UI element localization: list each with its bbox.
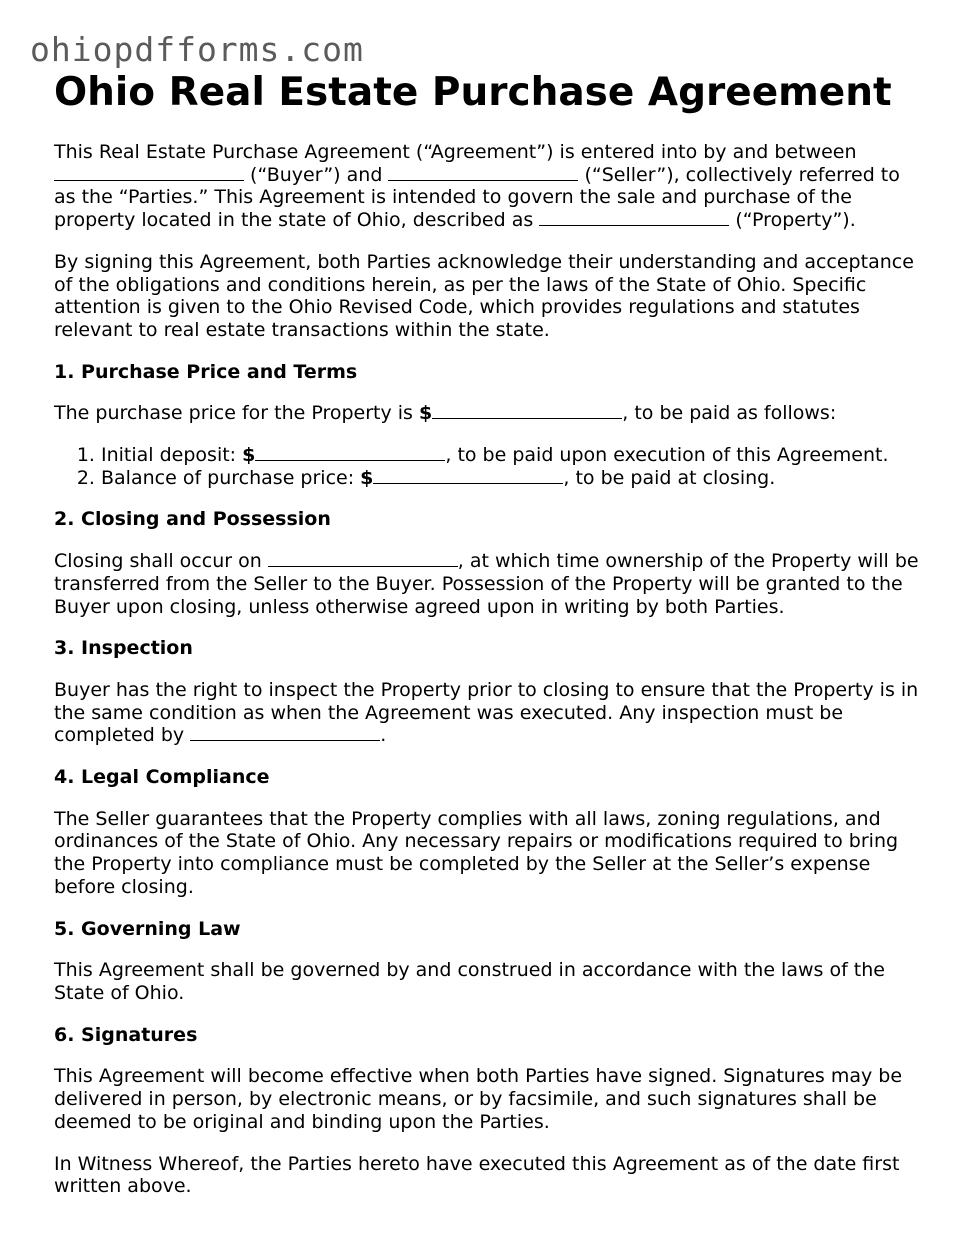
section-4-paragraph: The Seller guarantees that the Property complies with all laws, zoning regulations, and ordinances of the State of Ohio. Any necessary repairs or modifications required to bring the Property into compliance must be completed by the Seller at the Seller’s expense before closing.: [54, 807, 899, 898]
property-description-blank[interactable]: [539, 209, 729, 226]
section-3-heading: 3. Inspection: [54, 637, 193, 660]
section-3-paragraph: [54, 679, 924, 747]
acknowledgement-paragraph: By signing this Agreement, both Parties acknowledge their understanding and acceptance of the obligations and conditions herein, as per the laws of the State of Ohio. Specific attention is given to the Ohio Revised Code, which provides regulations and statutes relevant to real estate transactions within the state.: [54, 250, 914, 341]
payment-terms-list: [54, 444, 924, 489]
list-item: [101, 467, 924, 490]
seller-name-blank[interactable]: [388, 164, 578, 181]
buyer-name-blank[interactable]: [54, 164, 244, 181]
initial-deposit-label: Initial deposit:: [101, 444, 237, 467]
section-3-text-before: Buyer has the right to inspect the Property prior to closing to ensure that the Property is in the same condition as when the Agreement was executed. Any inspection must be completed by: [54, 678, 919, 747]
inspection-date-blank[interactable]: [190, 724, 380, 741]
initial-deposit-blank[interactable]: [255, 444, 445, 461]
dollar-sign: $: [242, 444, 256, 467]
intro-text-4: (“Property”).: [735, 209, 856, 232]
document-page: [54, 70, 924, 1198]
section-1-text-before: The purchase price for the Property is: [54, 402, 413, 425]
list-item: [101, 444, 924, 467]
dollar-sign: $: [419, 402, 433, 425]
balance-blank[interactable]: [373, 467, 563, 484]
dollar-sign: $: [360, 466, 374, 489]
balance-tail: , to be paid at closing.: [563, 466, 776, 489]
section-4-heading: 4. Legal Compliance: [54, 766, 270, 789]
section-3-text-after: .: [380, 724, 387, 747]
section-5-heading: 5. Governing Law: [54, 917, 241, 940]
intro-paragraph: [54, 141, 924, 232]
section-2-text-after: , at which time ownership of the Property will be transferred from the Seller to the Buyer. Possession of the Property will be granted to the Buyer upon closing, unless otherwise agreed upon in writing by both Parties.: [54, 550, 919, 618]
initial-deposit-tail: , to be paid upon execution of this Agreement.: [445, 444, 889, 467]
section-1-paragraph: [54, 402, 924, 425]
watermark-text: ohiopdfforms.com: [30, 30, 364, 69]
section-2-text-before: Closing shall occur on: [54, 550, 262, 573]
document-title: Ohio Real Estate Purchase Agreement: [54, 70, 892, 115]
witness-paragraph: In Witness Whereof, the Parties hereto have executed this Agreement as of the date first written above.: [54, 1152, 900, 1198]
section-6-paragraph: This Agreement will become effective when both Parties have signed. Signatures may be delivered in person, by electronic means, or by facsimile, and such signatures shall be deemed to be original and binding upon the Parties.: [54, 1065, 903, 1133]
intro-text-2: (“Buyer”) and: [250, 163, 383, 186]
section-2-heading: 2. Closing and Possession: [54, 508, 331, 531]
section-1-heading: 1. Purchase Price and Terms: [54, 360, 358, 383]
balance-label: Balance of purchase price:: [101, 466, 355, 489]
section-1-text-after: , to be paid as follows:: [622, 402, 837, 425]
section-2-paragraph: [54, 550, 924, 618]
intro-text-1: This Real Estate Purchase Agreement (“Agreement”) is entered into by and between: [54, 141, 857, 163]
purchase-price-blank[interactable]: [432, 402, 622, 419]
closing-date-blank[interactable]: [268, 550, 458, 567]
section-5-paragraph: This Agreement shall be governed by and construed in accordance with the laws of the State of Ohio.: [54, 959, 885, 1004]
section-6-heading: 6. Signatures: [54, 1023, 198, 1046]
intro-text-3: (“Seller”), collectively referred to as the “Parties.” This Agreement is intended to govern the sale and purchase of the property located in the state of Ohio, described as: [54, 163, 900, 232]
